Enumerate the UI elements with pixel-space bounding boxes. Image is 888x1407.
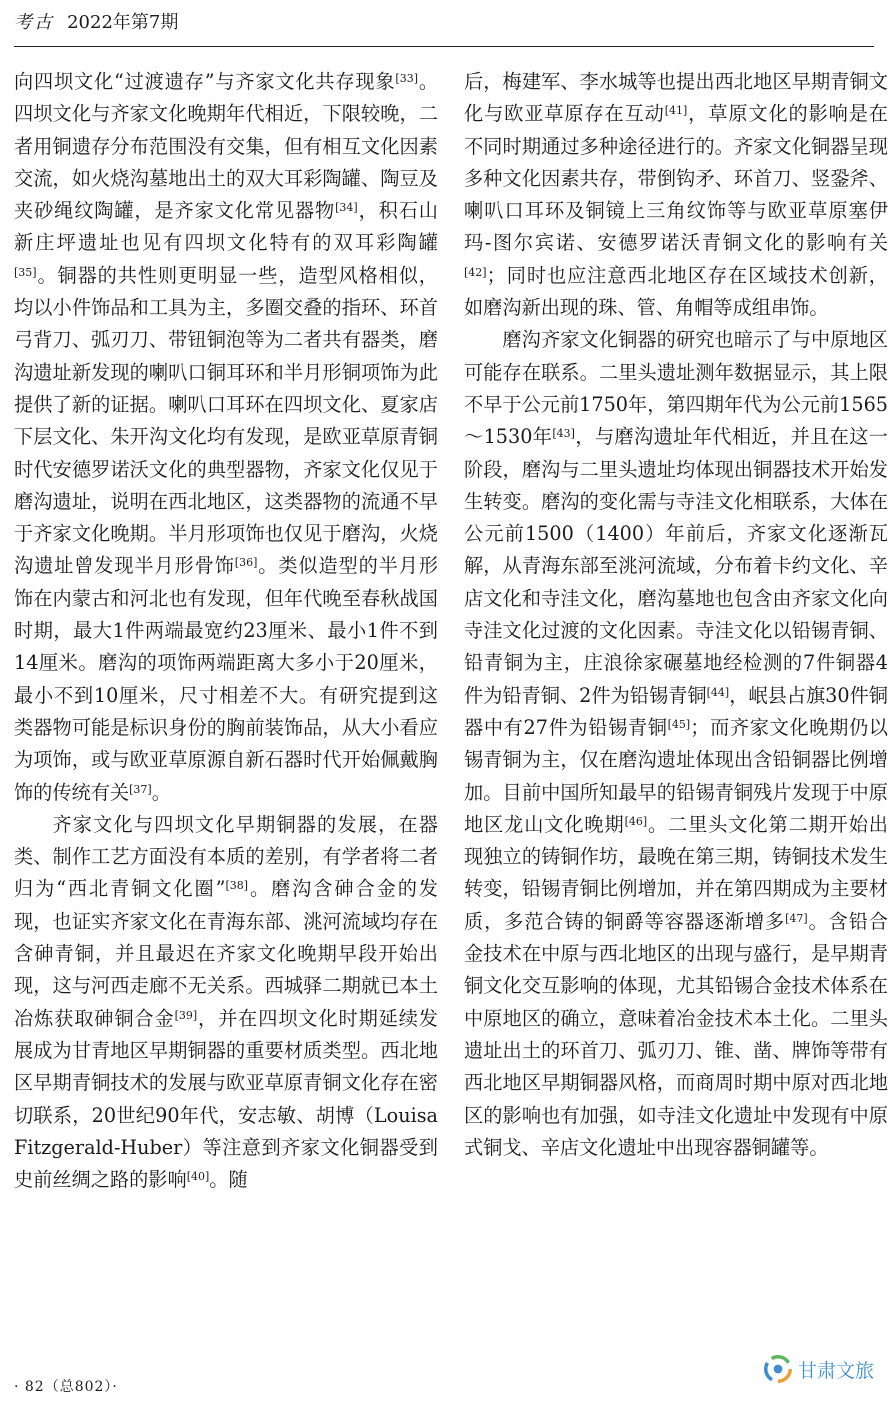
citation-ref: [38] xyxy=(225,879,249,893)
paragraph xyxy=(464,324,888,1164)
text-run: 。类似造型的半月形饰在内蒙古和河北也有发现，但年代晚至春秋战国时期，最大1件两端最宽约23厘米、最小1件不到14厘米。磨沟的项饰两端距离大多小于20厘米，最小不到10厘米，尺寸相差不大。有研究提到这类器物可能是标识身份的胸前装饰品，从大小看应为项饰，或与欧亚草原源自新石器时代开始佩戴胸饰的传统有关 xyxy=(14,554,439,804)
citation-ref: [47] xyxy=(785,911,808,925)
text-run: ，并在四坝文化时期延续发展成为甘青地区早期铜器的重要材质类型。西北地区早期青铜技术的发展与欧亚草原青铜文化存在密切联系，20世纪90年代，安志敏、胡博（Louisa Fitzgerald-Huber）等注意到齐家文化铜器受到史前丝绸之路的影响 xyxy=(14,1006,438,1192)
text-run: 磨沟齐家文化铜器的研究也暗示了与中原地区可能存在联系。二里头遗址测年数据显示，其上限不早于公元前1750年，第四期年代为公元前1565～1530年 xyxy=(464,328,888,449)
swirl-logo-icon xyxy=(764,1355,792,1383)
citation-ref: [35] xyxy=(14,265,37,279)
citation-ref: [41] xyxy=(664,104,688,118)
text-run: 。铜器的共性则更明显一些，造型风格相似，均以小件饰品和工具为主，多圈交叠的指环、环首弓背刀、弧刃刀、带钮铜泡等为二者共有器类，磨沟遗址新发现的喇叭口铜耳环和半月形铜项饰为此提供了新的证据。喇叭口耳环在四坝文化、夏家店下层文化、朱开沟文化均有发现，是欧亚草原青铜时代安德罗诺沃文化的典型器物，齐家文化仅见于磨沟遗址，说明在西北地区，这类器物的流通不早于齐家文化晚期。半月形项饰也仅见于磨沟，火烧沟遗址曾发现半月形骨饰 xyxy=(14,263,438,578)
citation-ref: [46] xyxy=(624,814,648,828)
issue-label: 2022年第7期 xyxy=(67,12,179,33)
watermark xyxy=(764,1355,874,1383)
text-run: 。含铅合金技术在中原与西北地区的出现与盛行，是早期青铜文化交互影响的体现，尤其铅锡合金技术体系在中原地区的确立，意味着冶金技术本土化。二里头遗址出土的环首刀、弧刃刀、锥、凿、牌饰等带有西北地区早期铜器风格，而商周时期中原对西北地区的影响也有加强，如寺洼文化遗址中发现有中原式铜戈、辛店文化遗址中出现容器铜罐等。 xyxy=(464,909,888,1159)
citation-ref: [40] xyxy=(186,1170,210,1184)
paragraph xyxy=(464,66,888,324)
text-run: ；而齐家文化晚期仍以锡青铜为主，仅在磨沟遗址体现出含铅铜器比例增加。目前中国所知最早的铅锡青铜残片发现于中原地区龙山文化晚期 xyxy=(464,715,888,836)
text-run: 。随 xyxy=(209,1168,248,1192)
citation-ref: [34] xyxy=(335,201,358,215)
citation-ref: [39] xyxy=(174,1008,198,1022)
page-number: · 82（总802）· xyxy=(14,1379,118,1395)
text-run: ；同时也应注意西北地区存在区域技术创新，如磨沟新出现的珠、管、角帽等成组串饰。 xyxy=(464,263,888,320)
text-run: 齐家文化与四坝文化早期铜器的发展，在器类、制作工艺方面没有本质的差别，有学者将二者归为“西北青铜文化圈” xyxy=(14,812,438,901)
text-run: 向四坝文化“过渡遗存”与齐家文化共存现象 xyxy=(14,70,396,93)
citation-ref: [33] xyxy=(395,72,418,85)
journal-logo: 考古 xyxy=(14,12,54,33)
paragraph xyxy=(14,809,438,1197)
text-run: 。 xyxy=(151,780,171,804)
running-header xyxy=(14,8,874,48)
text-run: 。四坝文化与齐家文化晚期年代相近，下限较晚，二者用铜遗存分布范围没有交集，但有相互文化因素交流，如火烧沟墓地出土的双大耳彩陶罐、陶豆及夹砂绳纹陶罐，是齐家文化常见器物 xyxy=(14,70,439,223)
citation-ref: [37] xyxy=(129,782,152,796)
text-run: ，草原文化的影响是在不同时期通过多种途径进行的。齐家文化铜器呈现多种文化因素共存，带倒钩矛、环首刀、竖銎斧、喇叭口耳环及铜镜上三角纹饰等与欧亚草原塞伊玛-图尔宾诺、安德罗诺沃青铜文化的影响有关 xyxy=(464,102,888,255)
header-rule xyxy=(14,46,874,47)
paragraph xyxy=(14,66,438,809)
citation-ref: [42] xyxy=(464,265,487,279)
text-run: ，与磨沟遗址年代相近，并且在这一阶段，磨沟与二里头遗址均体现出铜器技术开始发生转变。磨沟的变化需与寺洼文化相联系，大体在公元前1500（1400）年前后，齐家文化逐渐瓦解，从青海东部至洮河流域，分布着卡约文化、辛店文化和寺洼文化，磨沟墓地也包含由齐家文化向寺洼文化过渡的文化因素。寺洼文化以铅锡青铜、铅青铜为主，庄浪徐家碾墓地经检测的7件铜器4件为铅青铜、2件为铅锡青铜 xyxy=(464,425,888,707)
text-run: ，岷县占旗30件铜器中有27件为铅锡青铜 xyxy=(464,683,888,739)
text-run: 后，梅建军、李水城等也提出西北地区早期青铜文化与欧亚草原存在互动 xyxy=(464,70,888,126)
left-column xyxy=(14,66,438,1196)
citation-ref: [45] xyxy=(667,717,691,731)
text-run: 。磨沟含砷合金的发现，也证实齐家文化在青海东部、洮河流域均存在含砷青铜，并且最迟在齐家文化晚期早段开始出现，这与河西走廊不无关系。西城驿二期就已本土冶炼获取砷铜合金 xyxy=(14,877,438,1030)
right-column xyxy=(464,66,888,1164)
text-run: ，积石山新庄坪遗址也见有四坝文化特有的双耳彩陶罐 xyxy=(14,199,438,255)
text-run: 。二里头文化第二期开始出现独立的铸铜作坊，最晚在第三期，铸铜技术发生转变，铅锡青铜比例增加，并在第四期成为主要材质，多范合铸的铜爵等容器逐渐增多 xyxy=(464,812,888,933)
citation-ref: [36] xyxy=(234,556,258,570)
citation-ref: [44] xyxy=(706,685,730,699)
watermark-text: 甘肃文旅 xyxy=(797,1359,874,1382)
citation-ref: [43] xyxy=(552,427,575,441)
